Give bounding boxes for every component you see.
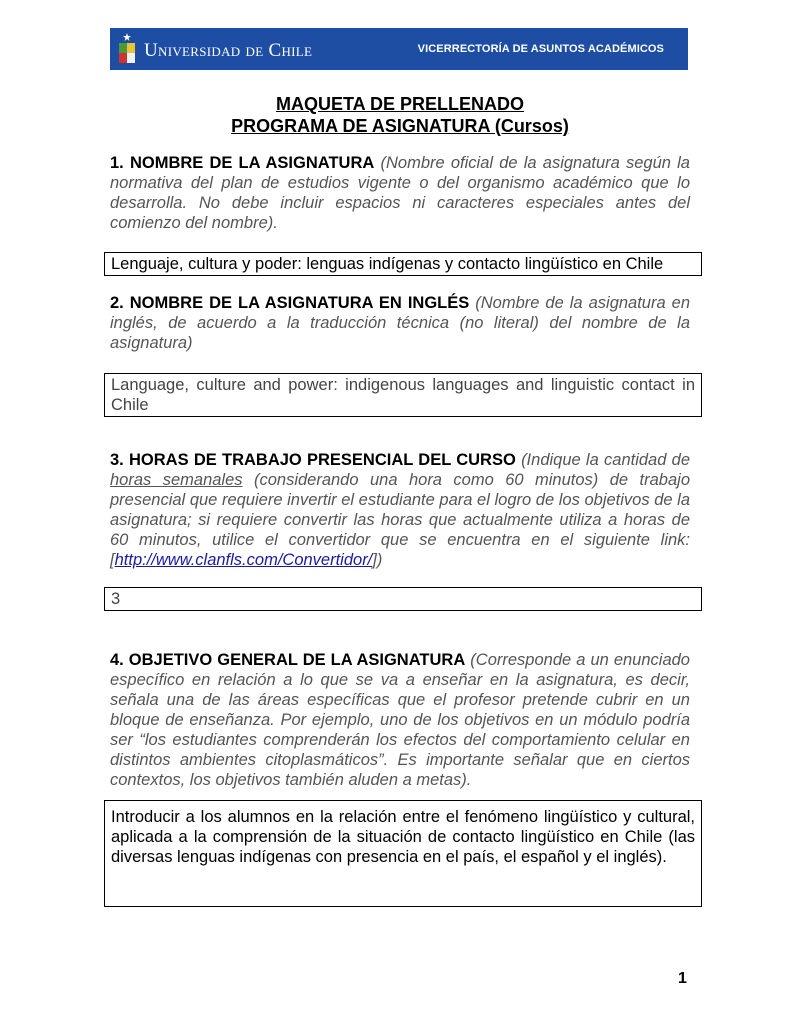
section-note: (considerando una hora como 60 minutos) de trabajo presencial que requiere invertir el estudiante para el logro de los objetivos de la asignatura; si requiere convertir las horas que actualmente utiliza a horas de 60 minutos, utilice el convertidor que se encuentra en el siguiente link: [ (110, 471, 690, 569)
section-note: (Nombre de la asignatura en inglés, de acuerdo a la traducción técnica (no literal) del nombre de la asignatura) (110, 294, 690, 352)
section-2 (110, 293, 690, 353)
converter-link[interactable]: http://www.clanfls.com/Convertidor/ (114, 551, 373, 569)
section-1 (110, 153, 690, 233)
document-title: MAQUETA DE PRELLENADO (275, 94, 524, 114)
document-subtitle: PROGRAMA DE ASIGNATURA (Cursos) (231, 116, 569, 136)
section-note-underlined: horas semanales (110, 471, 243, 489)
answer-box-1[interactable]: Lenguaje, cultura y poder: lenguas indígenas y contacto lingüístico en Chile (104, 252, 702, 276)
section-4 (110, 650, 690, 790)
section-heading: 1. NOMBRE DE LA ASIGNATURA (110, 154, 375, 172)
section-heading: 3. HORAS DE TRABAJO PRESENCIAL DEL CURSO (110, 451, 516, 469)
section-note: (Indique la cantidad de (521, 451, 690, 469)
page-number: 1 (678, 970, 687, 987)
answer-box-2[interactable]: Language, culture and power: indigenous languages and linguistic contact in Chile (104, 373, 702, 417)
section-heading: 2. NOMBRE DE LA ASIGNATURA EN INGLÉS (110, 294, 470, 312)
answer-box-3[interactable]: 3 (104, 587, 702, 611)
header-banner (110, 28, 688, 70)
university-name: Universidad de Chile (144, 40, 313, 61)
section-heading: 4. OBJETIVO GENERAL DE LA ASIGNATURA (110, 651, 466, 669)
department-name: VICERRECTORÍA DE ASUNTOS ACADÉMICOS (417, 43, 664, 55)
section-note: ]) (372, 551, 383, 569)
section-3 (110, 450, 690, 570)
answer-box-4[interactable]: Introducir a los alumnos en la relación entre el fenómeno lingüístico y cultural, aplicada a la comprensión de la situación de contacto lingüístico en Chile (las diversas lenguas indígenas con presencia en el país, el español y el inglés). (104, 800, 702, 907)
section-note: (Corresponde a un enunciado específico en relación a lo que se va a enseñar en la asignatura, es decir, señala una de las áreas específicas que el profesor pretende cubrir en un bloque de enseñanza. Por ejemplo, uno de los objetivos en un módulo podría ser “los estudiantes comprenderán los efectos del comportamiento celular en distintos ambientes citoplasmáticos”. Es importante señalar que en ciertos contextos, los objetivos también aluden a metas). (110, 651, 690, 789)
section-note: (Nombre oficial de la asignatura según la normativa del plan de estudios vigente o del organismo académico que lo desarrolla. No debe incluir espacios ni caracteres especiales antes del comienzo del nombre). (110, 154, 690, 232)
university-crest-icon (118, 33, 136, 65)
